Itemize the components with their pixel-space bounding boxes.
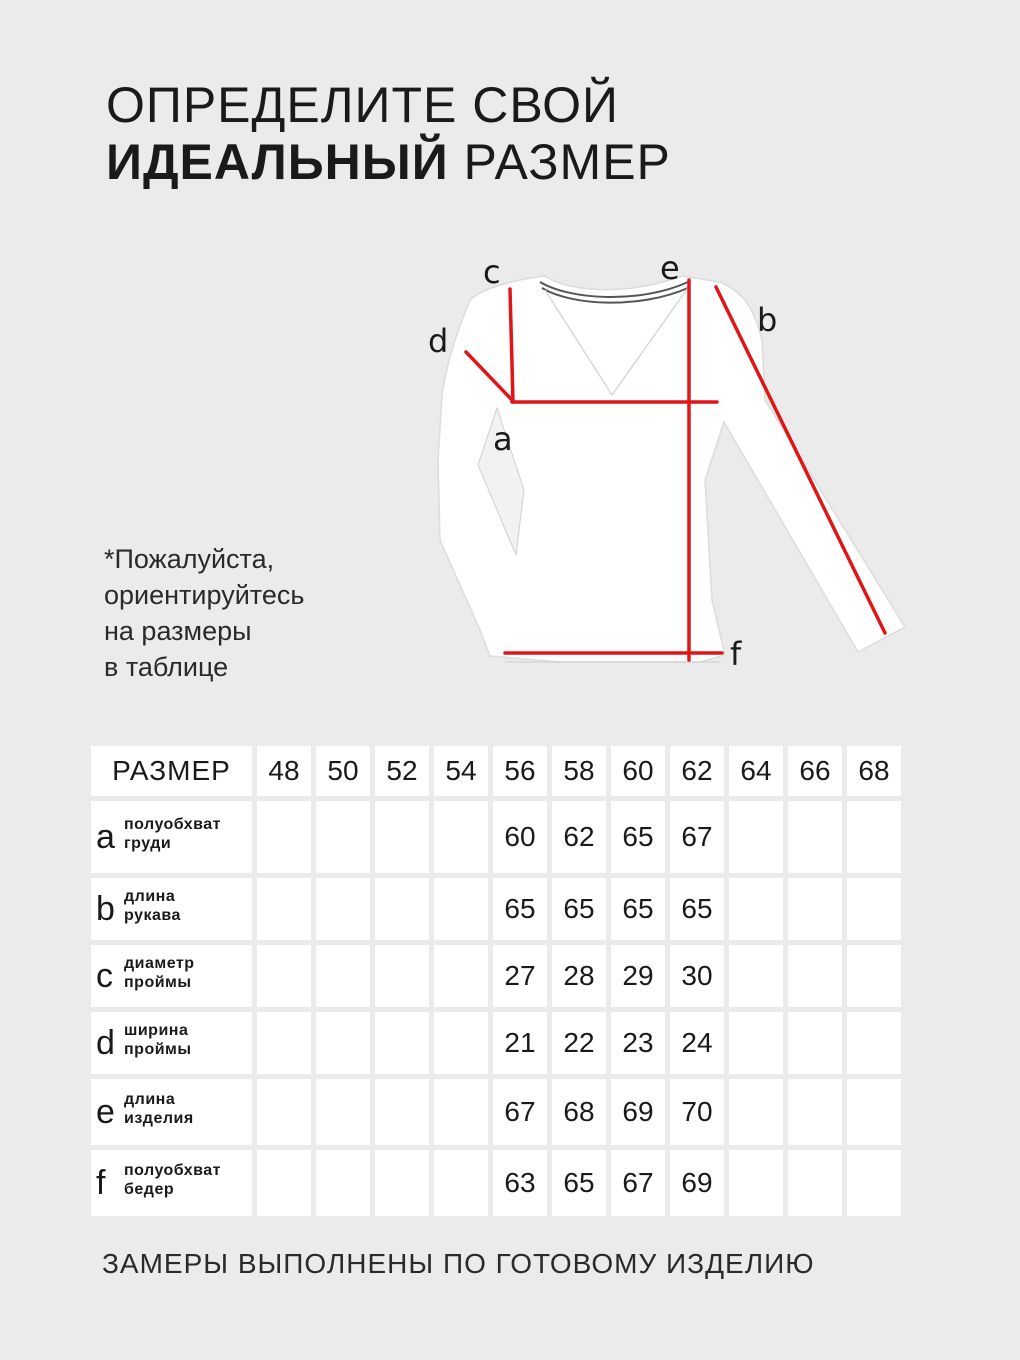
size-header-cell: 60 [611, 746, 665, 796]
note-line: в таблице [104, 652, 229, 682]
measurement-value-cell: 65 [611, 801, 665, 873]
size-header-cell: 48 [257, 746, 311, 796]
measurement-value-cell [257, 1012, 311, 1074]
measurement-value-cell [729, 945, 783, 1007]
measurement-value-cell [316, 1150, 370, 1216]
measurement-value-cell [788, 1150, 842, 1216]
measurement-value-cell [316, 1012, 370, 1074]
measurement-value-cell [434, 1150, 488, 1216]
measurement-letter: a [96, 818, 115, 856]
measurement-value-cell: 28 [552, 945, 606, 1007]
footer-note: ЗАМЕРЫ ВЫПОЛНЕНЫ ПО ГОТОВОМУ ИЗДЕЛИЮ [102, 1248, 815, 1279]
measurement-name [124, 954, 195, 992]
measurement-name-line: длина [124, 888, 176, 905]
size-header-cell: 52 [375, 746, 429, 796]
garment-measurement-diagram [420, 245, 920, 685]
measurement-label [91, 1022, 252, 1062]
size-header-label: РАЗМЕР [91, 746, 252, 796]
measurement-value-cell [257, 945, 311, 1007]
measurement-value-cell [257, 878, 311, 940]
measurement-value-cell: 65 [552, 878, 606, 940]
measurement-value-cell [375, 1150, 429, 1216]
measurement-label [91, 955, 252, 995]
measurement-value-cell [375, 1012, 429, 1074]
note-line: *Пожалуйста, [104, 544, 275, 574]
measurement-name-line: проймы [124, 974, 192, 991]
measurement-row [91, 1150, 901, 1216]
size-header-cell: 54 [434, 746, 488, 796]
measurement-value-cell [316, 878, 370, 940]
measurement-value-cell [788, 1079, 842, 1145]
measurement-value-cell [729, 1012, 783, 1074]
size-note [104, 541, 304, 685]
measurement-value-cell: 23 [611, 1012, 665, 1074]
measurement-letter: c [96, 957, 113, 995]
measurement-value-cell: 24 [670, 1012, 724, 1074]
measurement-value-cell: 27 [493, 945, 547, 1007]
measurement-value-cell: 29 [611, 945, 665, 1007]
measurement-name-line: длина [124, 1091, 176, 1108]
measurement-name-line: проймы [124, 1041, 192, 1058]
measurement-row [91, 801, 901, 873]
measurement-row [91, 878, 901, 940]
measurement-value-cell: 68 [552, 1079, 606, 1145]
measure-line-b [716, 287, 885, 633]
size-header-cell: 58 [552, 746, 606, 796]
measurement-value-cell [847, 801, 901, 873]
size-header-cell: 62 [670, 746, 724, 796]
measurement-name [124, 887, 181, 925]
measurement-letter: e [96, 1093, 115, 1131]
measurement-value-cell [375, 945, 429, 1007]
measurement-label [91, 1091, 252, 1131]
measurement-label-cell [91, 1012, 252, 1074]
measurement-value-cell: 63 [493, 1150, 547, 1216]
measurement-value-cell [788, 1012, 842, 1074]
measurement-value-cell: 65 [611, 878, 665, 940]
measurement-row [91, 1012, 901, 1074]
measurement-value-cell [729, 1079, 783, 1145]
measurement-value-cell [434, 1079, 488, 1145]
measurement-value-cell: 69 [670, 1150, 724, 1216]
diagram-label-c: c [483, 253, 501, 291]
size-table [86, 741, 906, 1221]
measurement-row [91, 1079, 901, 1145]
size-header-cell: 64 [729, 746, 783, 796]
note-line: ориентируйтесь [104, 580, 305, 610]
measurement-label [91, 888, 252, 928]
size-header-row [91, 746, 901, 796]
measurement-value-cell: 21 [493, 1012, 547, 1074]
measurement-value-cell [434, 945, 488, 1007]
measurement-letter: d [96, 1024, 115, 1062]
measurement-value-cell [434, 878, 488, 940]
measurement-name [124, 1090, 194, 1128]
measurement-value-cell [788, 945, 842, 1007]
measurement-value-cell: 60 [493, 801, 547, 873]
measurement-value-cell [847, 1150, 901, 1216]
measurement-value-cell: 22 [552, 1012, 606, 1074]
measurement-value-cell [316, 1079, 370, 1145]
measurement-value-cell: 65 [552, 1150, 606, 1216]
measurement-label-cell [91, 945, 252, 1007]
measurement-value-cell [375, 1079, 429, 1145]
measurement-label-cell [91, 878, 252, 940]
measurement-value-cell: 62 [552, 801, 606, 873]
title-bold-word: ИДЕАЛЬНЫЙ [106, 134, 449, 190]
measurement-value-cell: 65 [670, 878, 724, 940]
measurement-name-line: диаметр [124, 955, 195, 972]
measurement-value-cell: 70 [670, 1079, 724, 1145]
measurement-value-cell [257, 1150, 311, 1216]
measurement-letter: f [96, 1164, 106, 1202]
measurement-value-cell [257, 801, 311, 873]
measurement-label-cell [91, 801, 252, 873]
measurement-value-cell [375, 878, 429, 940]
title-rest: РАЗМЕР [448, 134, 671, 190]
measurement-label [91, 816, 252, 856]
measurement-name-line: полуобхват [124, 816, 222, 833]
measurement-name [124, 1021, 192, 1059]
measurement-value-cell: 67 [493, 1079, 547, 1145]
measurement-value-cell [729, 878, 783, 940]
measurement-name [124, 1161, 221, 1199]
measurement-name-line: ширина [124, 1022, 189, 1039]
measurement-value-cell [847, 945, 901, 1007]
measurement-value-cell [316, 801, 370, 873]
page-title-line-1: ОПРЕДЕЛИТЕ СВОЙ [106, 77, 619, 133]
measurement-value-cell: 69 [611, 1079, 665, 1145]
measurement-name-line: полуобхват [124, 1162, 222, 1179]
measurement-value-cell [847, 1012, 901, 1074]
page-title-line-2 [106, 134, 671, 190]
measurement-value-cell [788, 801, 842, 873]
measurement-name [124, 815, 221, 853]
measurement-name-line: рукава [124, 907, 181, 924]
measurement-value-cell [729, 1150, 783, 1216]
measurement-value-cell [257, 1079, 311, 1145]
size-header-cell: 66 [788, 746, 842, 796]
measurement-value-cell [788, 878, 842, 940]
measurement-value-cell [847, 878, 901, 940]
size-header-cell: 68 [847, 746, 901, 796]
measurement-letter: b [96, 890, 115, 928]
diagram-label-d: d [428, 322, 449, 360]
diagram-label-a: a [493, 420, 513, 458]
measurement-row [91, 945, 901, 1007]
measurement-value-cell: 67 [670, 801, 724, 873]
measurement-value-cell [729, 801, 783, 873]
measurement-value-cell [375, 801, 429, 873]
measurement-label-cell [91, 1150, 252, 1216]
diagram-label-f: f [730, 635, 742, 673]
diagram-label-e: e [660, 249, 680, 287]
measurement-label [91, 1162, 252, 1202]
measurement-value-cell [434, 1012, 488, 1074]
measurement-value-cell: 30 [670, 945, 724, 1007]
size-header-cell: 50 [316, 746, 370, 796]
size-header-cell: 56 [493, 746, 547, 796]
diagram-label-b: b [757, 301, 778, 339]
measurement-value-cell [847, 1079, 901, 1145]
measurement-name-line: изделия [124, 1110, 194, 1127]
measurement-label-cell [91, 1079, 252, 1145]
measurement-name-line: бедер [124, 1181, 175, 1198]
measurement-value-cell [316, 945, 370, 1007]
measurement-name-line: груди [124, 835, 172, 852]
measurement-value-cell: 67 [611, 1150, 665, 1216]
measurement-value-cell [434, 801, 488, 873]
measurement-value-cell: 65 [493, 878, 547, 940]
note-line: на размеры [104, 616, 252, 646]
